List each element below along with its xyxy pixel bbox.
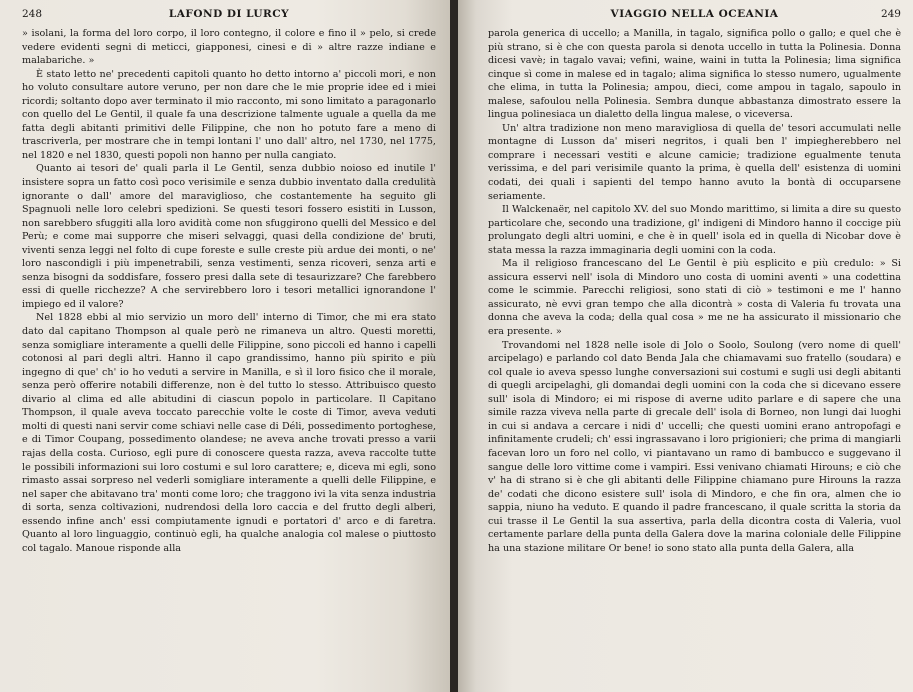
- paragraph: » isolani, la forma del loro corpo, il loro contegno, il colore e fino il » pelo, si crede vedere evidenti segni di meticci, giapponesi, cinesi e di » altre razze indiane e malabariche. »: [22, 28, 436, 67]
- left-page-text: [22, 27, 436, 555]
- right-page: [458, 0, 913, 692]
- paragraph: Un' altra tradizione non meno maravigliosa di quella de' tesori accumulati nelle montagne di Lusson da' miseri negritos, i quali ben l' impiegherebbero nel comprare i necessari vestiti e alcune camicie; tradizione egualmente tenuta verissima, e del pari verisimile quanto la prima, è quella dell' esistenza di uomini codati, dei quali i sapienti del tempo hanno avuto la bontà di occuparsene seriamente.: [488, 122, 901, 202]
- paragraph: Il Walckenaër, nel capitolo XV. del suo Mondo marittimo, si limita a dire su questo particolare che, secondo una tradizione, gl' indigeni di Mindoro hanno il coccige più prolungato degli altri uomini, e che è in quell' isola ed in quella di Nicobar dove è stata messa la razza immaginaria degli uomini con la coda.: [488, 204, 901, 256]
- paragraph: Ma il religioso francescano del Le Gentil è più esplicito e più credulo: » Si assicura esservi nell' isola di Mindoro uno costa di uomini aventi » una codettina come le scimmie. Parecchi religiosi, sono stati di ciò » testimoni e me l' hanno assicurato, nè evvi gran tempo che alla dicontrà » costa di Valeria fu trovata una donna che aveva la coda; della qual cosa » me ne ha assicurato il missionario che era presente. »: [488, 258, 901, 338]
- paragraph: Trovandomi nel 1828 nelle isole di Jolo o Soolo, Soulong (vero nome di quell' arcipelago) e parlando col dato Benda Jala che chiamavami suo fratello (soudara) e col quale io aveva spesso lunghe conversazioni sui costumi e sugli usi degli abitanti di quegli arcipelaghi, gli domandai degli uomini con la coda che si dicevano essere sull' isola di Mindoro; ei mi rispose di averne udito parlare e di sapere che una simile razza viveva nella parte di grecale dell' isola di Borneo, non lungi dai luoghi in cui si andava a cercare i nidi d' uccelli; che questi uomini erano antropofagi e infinitamente crudeli; ch' essi ingrassavano i loro prigionieri; che prima di mangiarli facevan loro un foro nel collo, vi piantavano un ramo di bambucco e suggevano il sangue delle loro vittime come i vampiri. Essi venivano chiamati Hirouns; e ciò che v' ha di strano si è che gli abitanti delle Filippine chiamano pure Hirouns la razza de' codati che dicono esistere sull' isola di Mindoro, e che fin ora, almen che io sappia, niuno ha veduto. E quando il padre francescano, il quale scritta la storia da cui trasse il Le Gentil la sua assertiva, parla della dicontra costa di Valeria, vuol certamente parlare della punta della Galera dove la marina coloniale delle Filippine ha una stazione militare Or bene! io sono stato alla punta della Galera, alla: [488, 339, 901, 554]
- page-number-left: 248: [22, 8, 43, 20]
- paragraph: È stato letto ne' precedenti capitoli quanto ho detto intorno a' piccoli mori, e non ho voluto consultare autore veruno, per non dare che le mie proprie idee ed i miei ricordi; soltanto dopo aver terminato il mio racconto, mi sono limitato a paragonarlo con quello del Le Gentil, il quale fa una descrizione talmente uguale a quella da me fatta degli abitanti primitivi delle Filippine, che non ho potuto fare a meno di trascriverla, per mostrare che in tempi lontani l' uno dall' altro, nel 1730, nel 1775, nel 1820 e nel 1830, questi popoli non hanno per nulla cangiato.: [22, 68, 436, 161]
- running-head-left: [22, 8, 436, 22]
- running-title-right: VIAGGIO NELLA OCEANIA: [610, 8, 779, 20]
- paragraph: Quanto ai tesori de' quali parla il Le Gentil, senza dubbio noioso ed inutile l' insistere sopra un fatto così poco verisimile e senza dubbio inventato dalla credulità ignorante o dall' amore del maraviglioso, che costantemente ha seguito gli Spagnuoli nelle loro celebri spedizioni. Se questi tesori fossero esistiti in Lusson, non sarebbero sfuggiti alla loro avidità come non sfuggirono quelli del Messico e del Perù; e come mai supporre che miseri selvaggi, quasi della condizione de' bruti, viventi senza leggi nel folto di cupe foreste e sulle creste più ardue dei monti, o ne' loro nascondigli i più impenetrabili, senza vestimenti, senza ricoveri, senza arti e senza bisogni da soddisfare, fossero presi dalla sete di tesaurizzare? Che farebbero essi di quelle ricchezze? A che servirebbero loro i tesori metallici ignorandone l' impiego ed il valore?: [22, 163, 436, 310]
- paragraph: Nel 1828 ebbi al mio servizio un moro dell' interno di Timor, che mi era stato dato dal capitano Thompson al quale però ne rimaneva un altro. Questi moretti, senza somigliare interamente a quelli delle Filippine, sono piccoli ed hanno i capelli cotonosi al pari degli altri. Hanno il capo grandissimo, hanno più spirito e più ingegno di que' ch' io ho veduti a servire in Manilla, e sì il loro fisico che il morale, senza però offerire notabili differenze, non è del tutto lo stesso. Attribuisco questo divario al clima ed alle abitudini di ciascun popolo in particolare. Il Capitano Thompson, il quale aveva toccato parecchie volte le coste di Timor, aveva veduti molti di questi nani servir come schiavi nelle case di Déli, possedimento portoghese, e di Timor Coupang, possedimento olandese; ne aveva anche trovati presso a varii rajas della costa. Curioso, egli pure di conoscere questa razza, aveva raccolte tutte le possibili informazioni sui loro costumi e sul loro carattere; e, diceva mi egli, sono rimasto assai sorpreso nel vederli somigliare interamente a quelli delle Filippine, e nel saper che abitavano tra' monti come loro; che traggono ivi la vita senza industria di sorta, senza coltivazioni, nudrendosi della loro caccia e del frutto degli alberi, essendo infine anch' essi compiutamente ignudi e portatori d' arco e di faretra. Quanto al loro linguaggio, continuò egli, ha qualche analogia col malese o piuttosto col tagalo. Manoue risponde alla: [22, 312, 436, 554]
- page-number-right: 249: [880, 8, 901, 20]
- running-head-right: [488, 8, 901, 22]
- left-page: [0, 0, 450, 692]
- running-title-left: LAFOND DI LURCY: [168, 8, 290, 20]
- paragraph: parola generica di uccello; a Manilla, in tagalo, significa pollo o gallo; e quel che è più strano, si è che con questa parola si denota uccello in tutta la Polinesia. Donna dicesi vavè; in tagalo vavai; vefini, waine, waini in tutta la Polinesia; lima significa cinque sì come in malese ed in tagalo; alima significa lo stesso numero, ugualmente che elima, in tutta la Polinesia; ampou, dieci, come ampou in tagalo, sapoulo in malese, safoulou nella Polinesia. Sembra dunque abbastanza dimostrato essere la lingua polinesiaca un dialetto della lingua malese, o viceversa.: [488, 28, 901, 121]
- right-page-text: [488, 27, 901, 555]
